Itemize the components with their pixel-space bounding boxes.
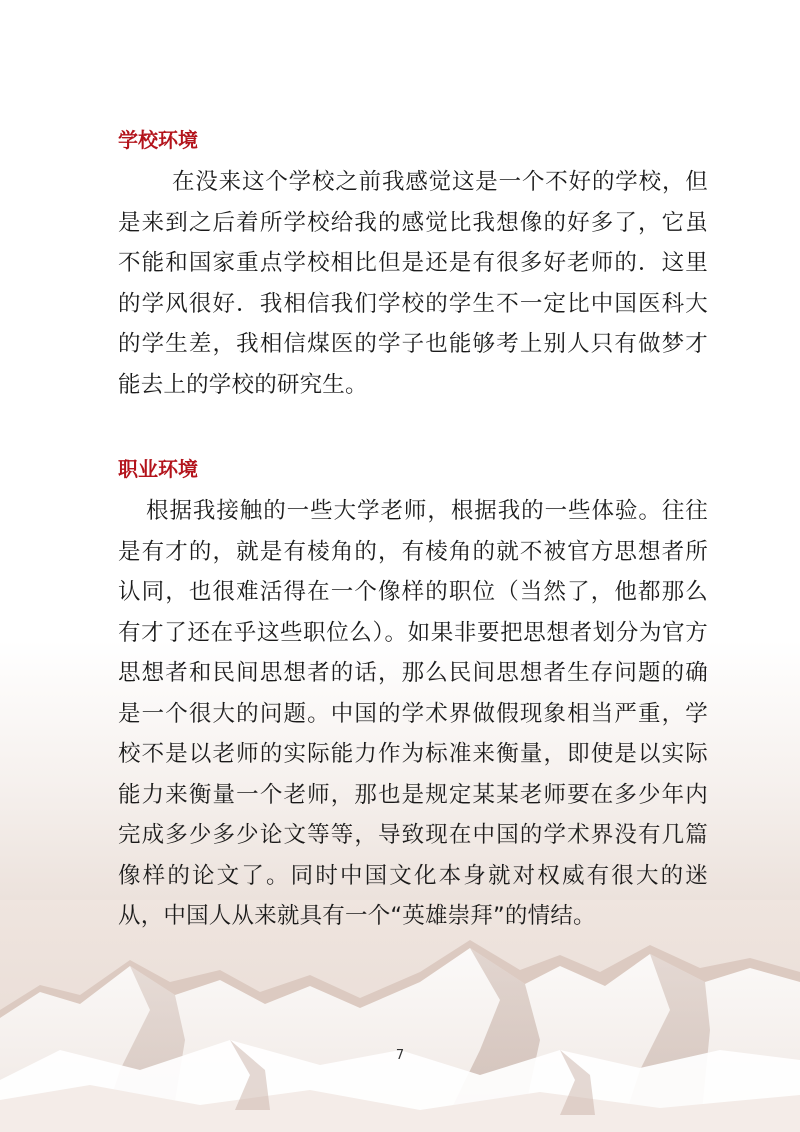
section-heading-school-environment: 学校环境 bbox=[118, 128, 198, 152]
section-paragraph-school-environment: 在没来这个学校之前我感觉这是一个不好的学校，但是来到之后着所学校给我的感觉比我想像的好多了，它虽不能和国家重点学校相比但是还是有很多好老师的．这里的学风很好．我相信我们学校的学生不一定比中国医科大的学生差，我相信煤医的学子也能够考上别人只有做梦才能去上的学校的研究生。 bbox=[118, 169, 708, 398]
page-number: 7 bbox=[395, 1048, 405, 1063]
main-content bbox=[118, 122, 708, 937]
section-paragraph-career-environment: 根据我接触的一些大学老师，根据我的一些体验。往往是有才的，就是有棱角的，有棱角的就不被官方思想者所认同，也很难活得在一个像样的职位（当然了，他都那么有才了还在乎这些职位么）。如果非要把思想者划分为官方思想者和民间思想者的话，那么民间思想者生存问题的确是一个很大的问题。中国的学术界做假现象相当严重，学校不是以老师的实际能力作为标准来衡量，即使是以实际能力来衡量一个老师，那也是规定某某老师要在多少年内完成多少多少论文等等，导致现在中国的学术界没有几篇像样的论文了。同时中国文化本身就对权威有很大的迷从，中国人从来就具有一个“英雄崇拜”的情结。 bbox=[118, 498, 708, 929]
section-heading-career-environment: 职业环境 bbox=[118, 457, 198, 481]
